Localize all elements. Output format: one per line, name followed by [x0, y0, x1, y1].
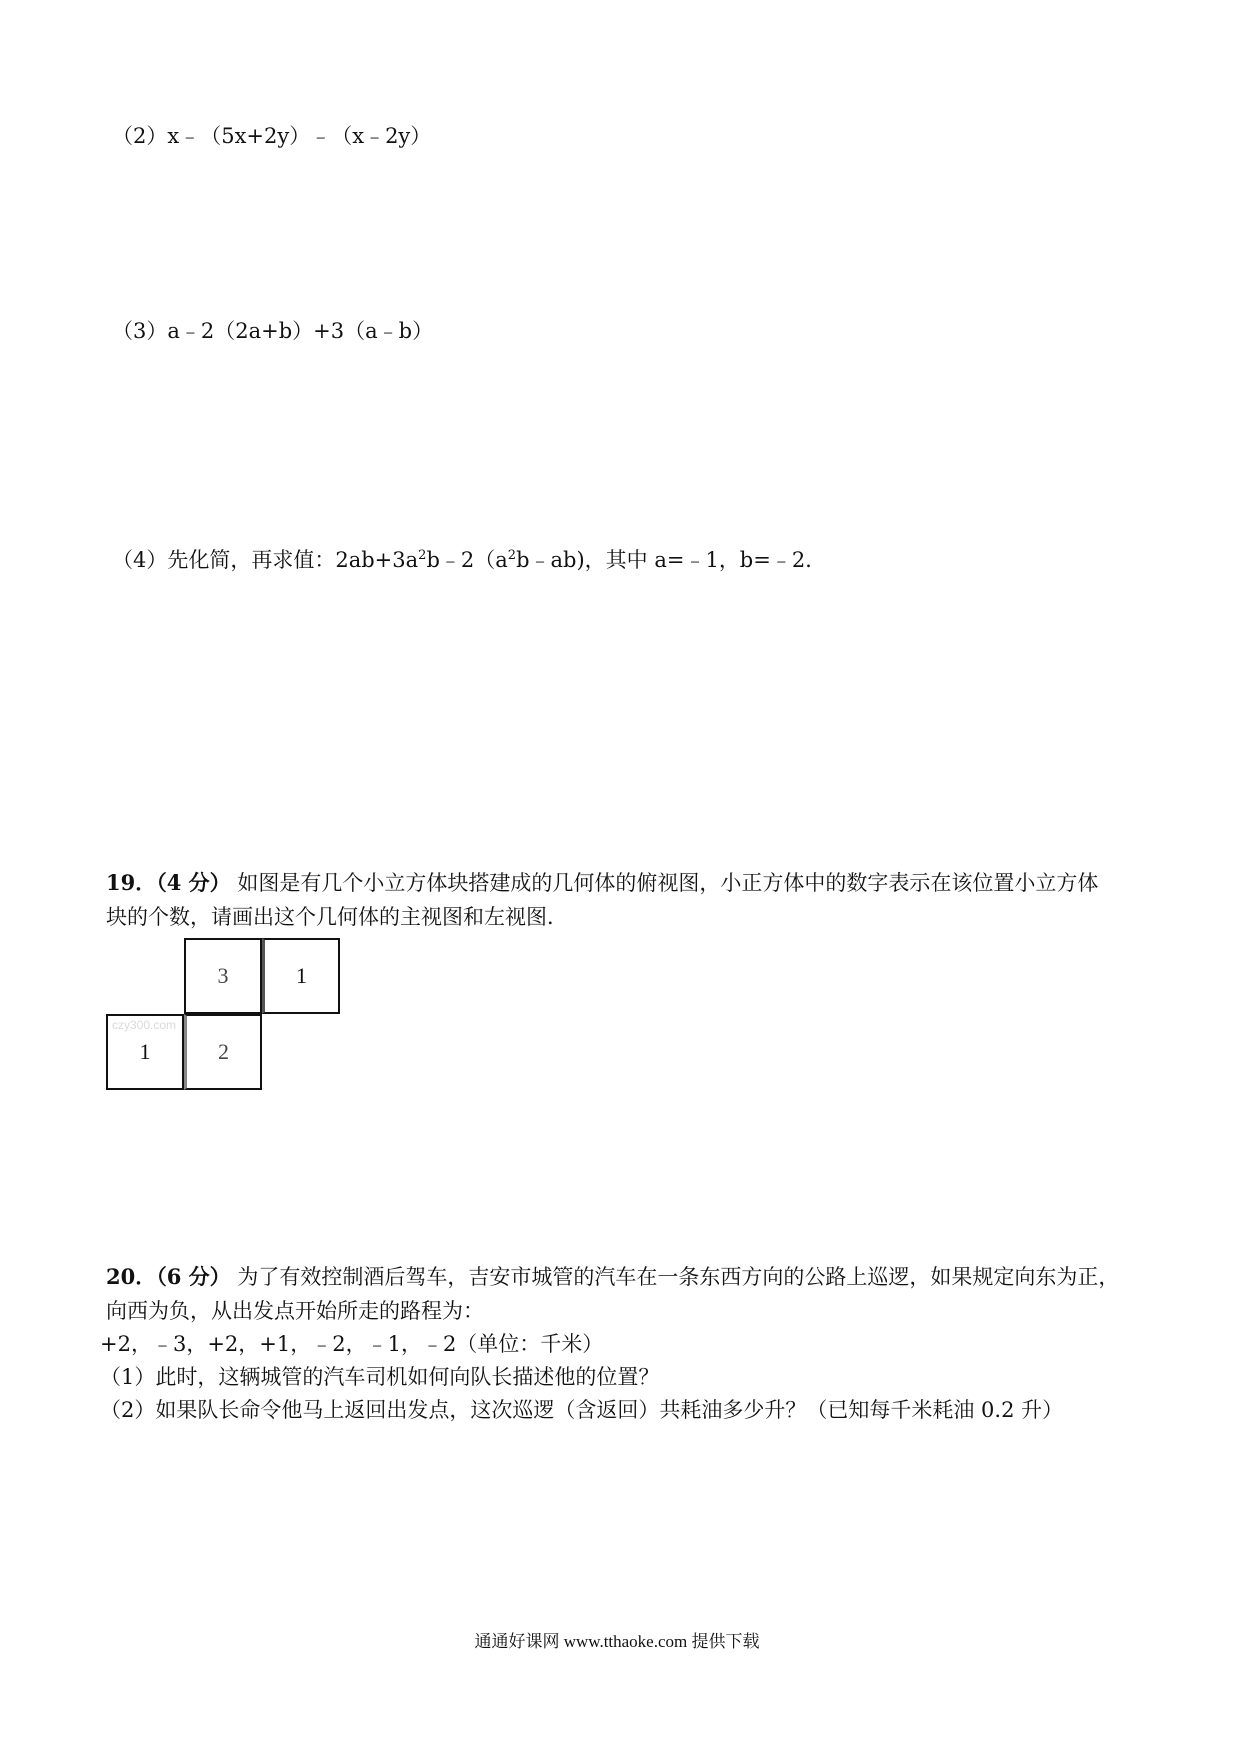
grid-cell-top-left: 3 [184, 938, 262, 1014]
problem-3: （3）a﹣2（2a+b）+3（a﹣b） [112, 319, 434, 343]
question-19-number: 19．（4 分） [106, 870, 231, 895]
question-19-line-2: 块的个数，请画出这个几何体的主视图和左视图． [106, 905, 568, 929]
grid-cell-bottom-right: 2 [184, 1014, 262, 1090]
question-20-distances: +2，﹣3，+2，+1，﹣2，﹣1，﹣2（单位：千米） [100, 1332, 604, 1356]
question-20-sub-1: （1）此时，这辆城管的汽车司机如何向队长描述他的位置？ [100, 1365, 660, 1389]
problem-4 [112, 545, 826, 575]
problem-4-suffix: b﹣ab)，其中 a=﹣1，b=﹣2． [516, 548, 827, 572]
grid-cell-bottom-left [106, 1014, 184, 1090]
watermark-text: czy300.com [112, 1018, 177, 1032]
problem-4-prefix: （4）先化简，再求值：2ab+3a [112, 548, 419, 572]
question-20-text: 为了有效控制酒后驾车，吉安市城管的汽车在一条东西方向的公路上巡逻，如果规定向东为正， [230, 1265, 1120, 1289]
question-19-text: 如图是有几个小立方体块搭建成的几何体的俯视图，小正方体中的数字表示在该位置小立方体 [230, 871, 1099, 895]
question-20-line-2: 向西为负，从出发点开始所走的路程为： [106, 1299, 484, 1323]
grid-cell-top-right: 1 [262, 938, 340, 1014]
grid-cell-value: 1 [139, 1039, 151, 1064]
question-20-line-1 [106, 1262, 1119, 1292]
exponent: 2 [418, 548, 427, 563]
question-20-number: 20．（6 分） [106, 1264, 231, 1289]
problem-2: （2）x﹣（5x+2y）﹣（x﹣2y） [112, 124, 432, 148]
exponent: 2 [507, 548, 517, 563]
page-footer: 通通好课网 www.tthaoke.com 提供下载 [474, 1632, 760, 1651]
top-view-grid [106, 938, 342, 1090]
question-20-sub-2: （2）如果队长命令他马上返回出发点，这次巡逻（含返回）共耗油多少升？（已知每千米耗油 0.2 升） [100, 1398, 1064, 1422]
problem-4-mid: b﹣2（a [426, 548, 508, 572]
question-19-line-1 [106, 868, 1098, 898]
